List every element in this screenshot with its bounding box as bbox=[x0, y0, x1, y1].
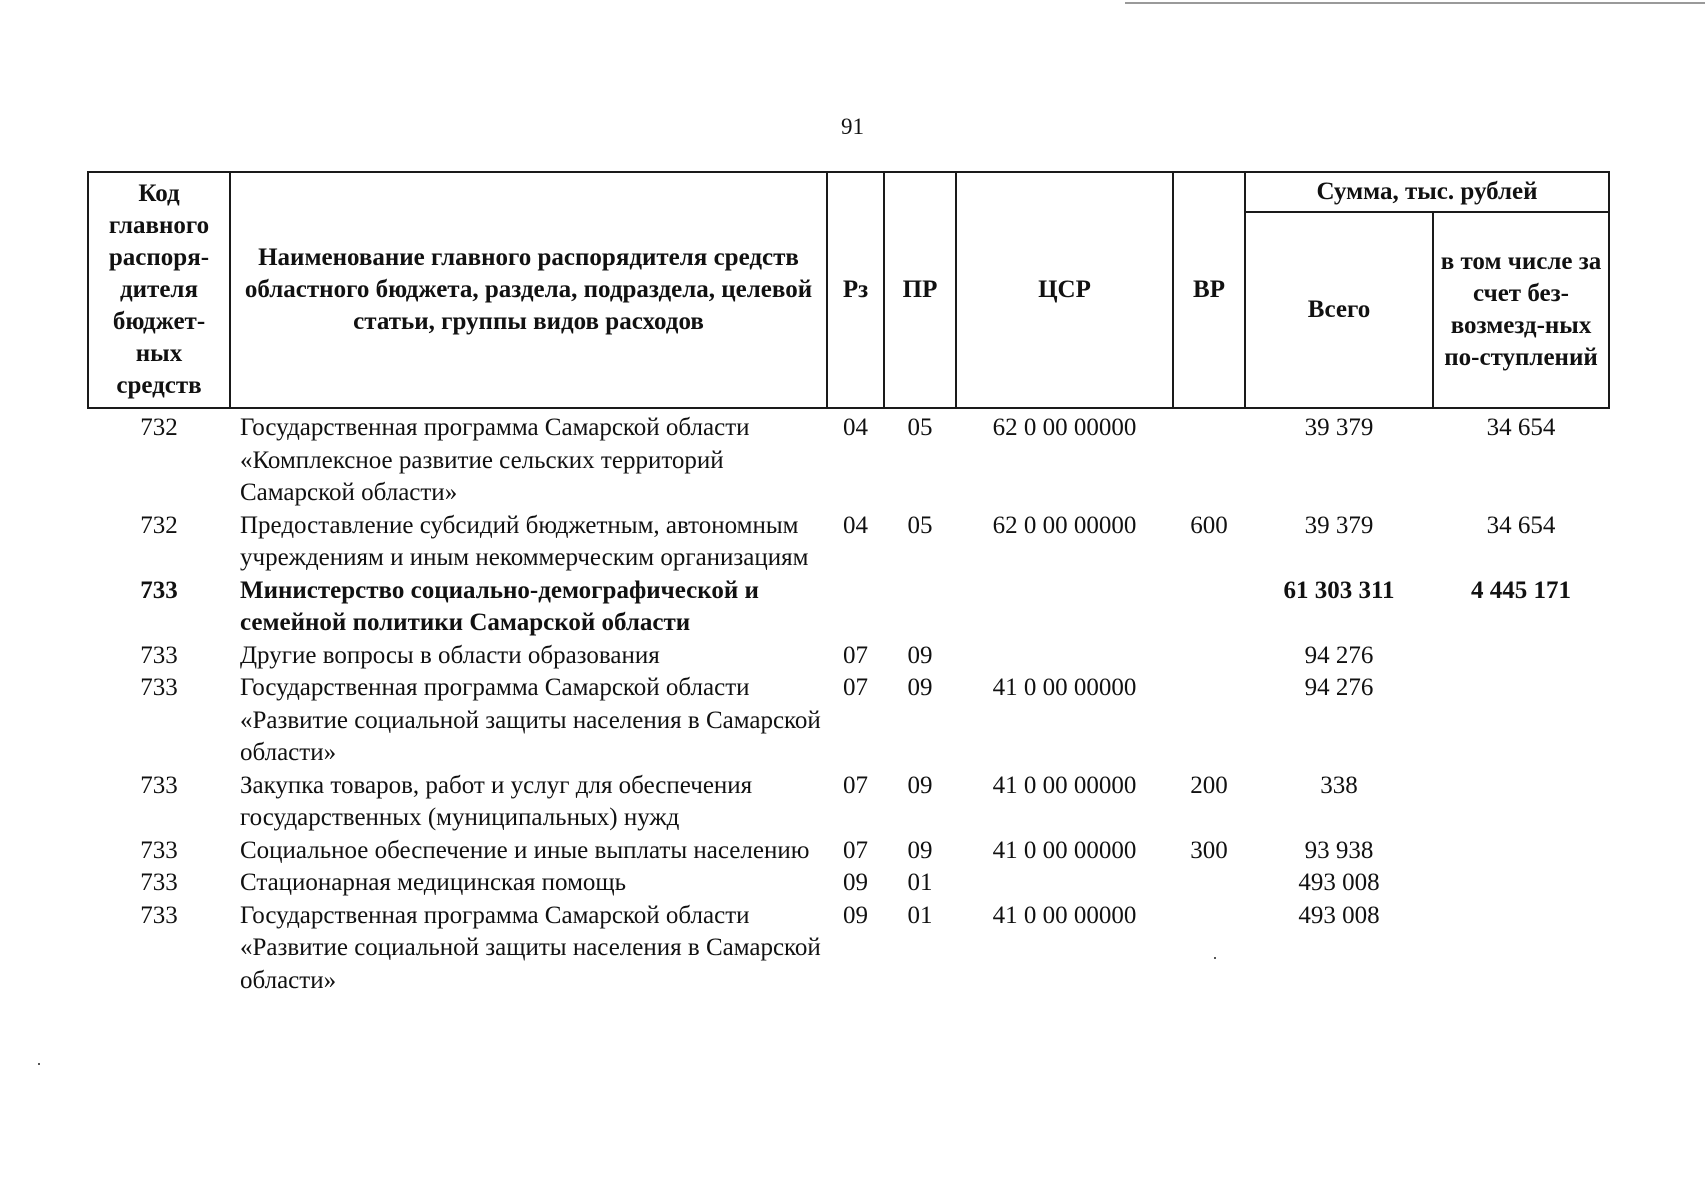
cell-rz: 07 bbox=[843, 641, 868, 669]
cell-csr: 62 0 00 00000 bbox=[992, 511, 1137, 539]
cell-pr: 09 bbox=[907, 674, 933, 701]
header-code: Код главного распоря-дителя бюджет-ных средств bbox=[88, 172, 230, 408]
cell-total: 493 008 bbox=[1298, 901, 1380, 929]
cell-code: 733 bbox=[140, 869, 178, 896]
cell-name: Другие вопросы в области образования bbox=[240, 641, 660, 669]
cell-csr: 62 0 00 00000 bbox=[992, 414, 1137, 441]
cell-rz: 07 bbox=[843, 674, 868, 701]
cell-name: Предоставление субсидий бюджетным, автономным учреждениям и иным некоммерческим организациям bbox=[240, 511, 809, 571]
cell-vr bbox=[1173, 575, 1245, 640]
cell-pr: 09 bbox=[907, 836, 933, 864]
cell-total: 39 379 bbox=[1304, 511, 1374, 539]
cell-free: 34 654 bbox=[1486, 414, 1556, 441]
cell-rz: 09 bbox=[843, 901, 868, 929]
cell-csr bbox=[956, 575, 1173, 640]
scan-speck bbox=[38, 1063, 40, 1065]
header-sum-group: Сумма, тыс. рублей bbox=[1245, 172, 1609, 212]
cell-vr bbox=[1173, 867, 1245, 900]
table-row bbox=[88, 900, 1609, 998]
cell-pr: 09 bbox=[907, 641, 933, 669]
cell-csr: 41 0 00 00000 bbox=[992, 771, 1137, 799]
table-row bbox=[88, 672, 1609, 770]
cell-total: 94 276 bbox=[1304, 674, 1374, 701]
cell-name: Министерство социально-демографической и семейной политики Самарской области bbox=[240, 576, 759, 636]
cell-free: 34 654 bbox=[1486, 511, 1556, 539]
cell-pr bbox=[884, 575, 956, 640]
cell-free bbox=[1433, 640, 1609, 673]
cell-vr: 300 bbox=[1190, 836, 1228, 864]
table-row bbox=[88, 835, 1609, 868]
cell-code: 733 bbox=[140, 674, 178, 701]
header-csr: ЦСР bbox=[956, 172, 1173, 408]
cell-rz: 04 bbox=[843, 414, 868, 441]
cell-free bbox=[1433, 867, 1609, 900]
cell-vr bbox=[1173, 672, 1245, 770]
cell-pr: 05 bbox=[907, 414, 933, 441]
cell-pr: 01 bbox=[907, 869, 933, 896]
cell-name: Государственная программа Самарской области «Комплексное развитие сельских территорий Самарской области» bbox=[240, 414, 750, 506]
cell-code: 733 bbox=[140, 836, 178, 864]
cell-vr: 600 bbox=[1190, 511, 1228, 539]
cell-rz: 07 bbox=[843, 836, 868, 864]
cell-vr bbox=[1173, 640, 1245, 673]
cell-name: Социальное обеспечение и иные выплаты населению bbox=[240, 836, 810, 864]
cell-total: 338 bbox=[1320, 771, 1358, 799]
cell-csr bbox=[956, 867, 1173, 900]
cell-name: Стационарная медицинская помощь bbox=[240, 869, 627, 896]
cell-name: Государственная программа Самарской области «Развитие социальной защиты населения в Самарской области» bbox=[240, 674, 821, 766]
cell-code: 733 bbox=[140, 771, 178, 799]
cell-rz: 04 bbox=[843, 511, 868, 539]
cell-csr bbox=[956, 640, 1173, 673]
cell-csr: 41 0 00 00000 bbox=[992, 674, 1137, 701]
cell-code: 733 bbox=[140, 576, 178, 604]
cell-name: Закупка товаров, работ и услуг для обеспечения государственных (муниципальных) нужд bbox=[240, 771, 753, 831]
cell-free bbox=[1433, 770, 1609, 835]
cell-vr: 200 bbox=[1190, 771, 1228, 799]
cell-code: 732 bbox=[140, 414, 178, 441]
cell-vr bbox=[1173, 408, 1245, 510]
cell-total: 61 303 311 bbox=[1283, 576, 1395, 604]
table-row bbox=[88, 770, 1609, 835]
header-vr: ВР bbox=[1173, 172, 1245, 408]
budget-table bbox=[87, 171, 1610, 997]
cell-pr: 05 bbox=[907, 511, 933, 539]
table-header bbox=[88, 172, 1609, 408]
header-total: Всего bbox=[1245, 212, 1433, 408]
scan-speck bbox=[1214, 957, 1216, 959]
table-row bbox=[88, 408, 1609, 510]
cell-code: 732 bbox=[140, 511, 178, 539]
cell-code: 733 bbox=[140, 901, 178, 929]
cell-free bbox=[1433, 900, 1609, 998]
cell-free bbox=[1433, 672, 1609, 770]
cell-rz: 09 bbox=[843, 869, 868, 896]
cell-rz: 07 bbox=[843, 771, 868, 799]
table-body bbox=[88, 408, 1609, 997]
header-rz: Рз bbox=[827, 172, 884, 408]
cell-total: 39 379 bbox=[1304, 414, 1374, 441]
cell-csr: 41 0 00 00000 bbox=[992, 836, 1137, 864]
cell-total: 94 276 bbox=[1304, 641, 1374, 669]
table-row bbox=[88, 510, 1609, 575]
page-number: 91 bbox=[841, 114, 864, 139]
cell-free bbox=[1433, 835, 1609, 868]
cell-total: 93 938 bbox=[1304, 836, 1374, 864]
cell-total: 493 008 bbox=[1298, 869, 1380, 896]
table-row bbox=[88, 640, 1609, 673]
header-pr: ПР bbox=[884, 172, 956, 408]
cell-free: 4 445 171 bbox=[1471, 576, 1571, 604]
scan-edge-line bbox=[1125, 2, 1705, 4]
cell-code: 733 bbox=[140, 641, 178, 669]
table-row bbox=[88, 575, 1609, 640]
cell-pr: 09 bbox=[907, 771, 933, 799]
cell-pr: 01 bbox=[907, 901, 933, 929]
cell-name: Государственная программа Самарской области «Развитие социальной защиты населения в Самарской области» bbox=[240, 901, 821, 994]
cell-csr: 41 0 00 00000 bbox=[992, 901, 1137, 929]
header-name: Наименование главного распорядителя средств областного бюджета, раздела, подраздела, целевой статьи, группы видов расходов bbox=[230, 172, 827, 408]
table-row bbox=[88, 867, 1609, 900]
header-free: в том числе за счет без-возмезд-ных по-ступлений bbox=[1433, 212, 1609, 408]
cell-vr bbox=[1173, 900, 1245, 998]
cell-rz bbox=[827, 575, 884, 640]
